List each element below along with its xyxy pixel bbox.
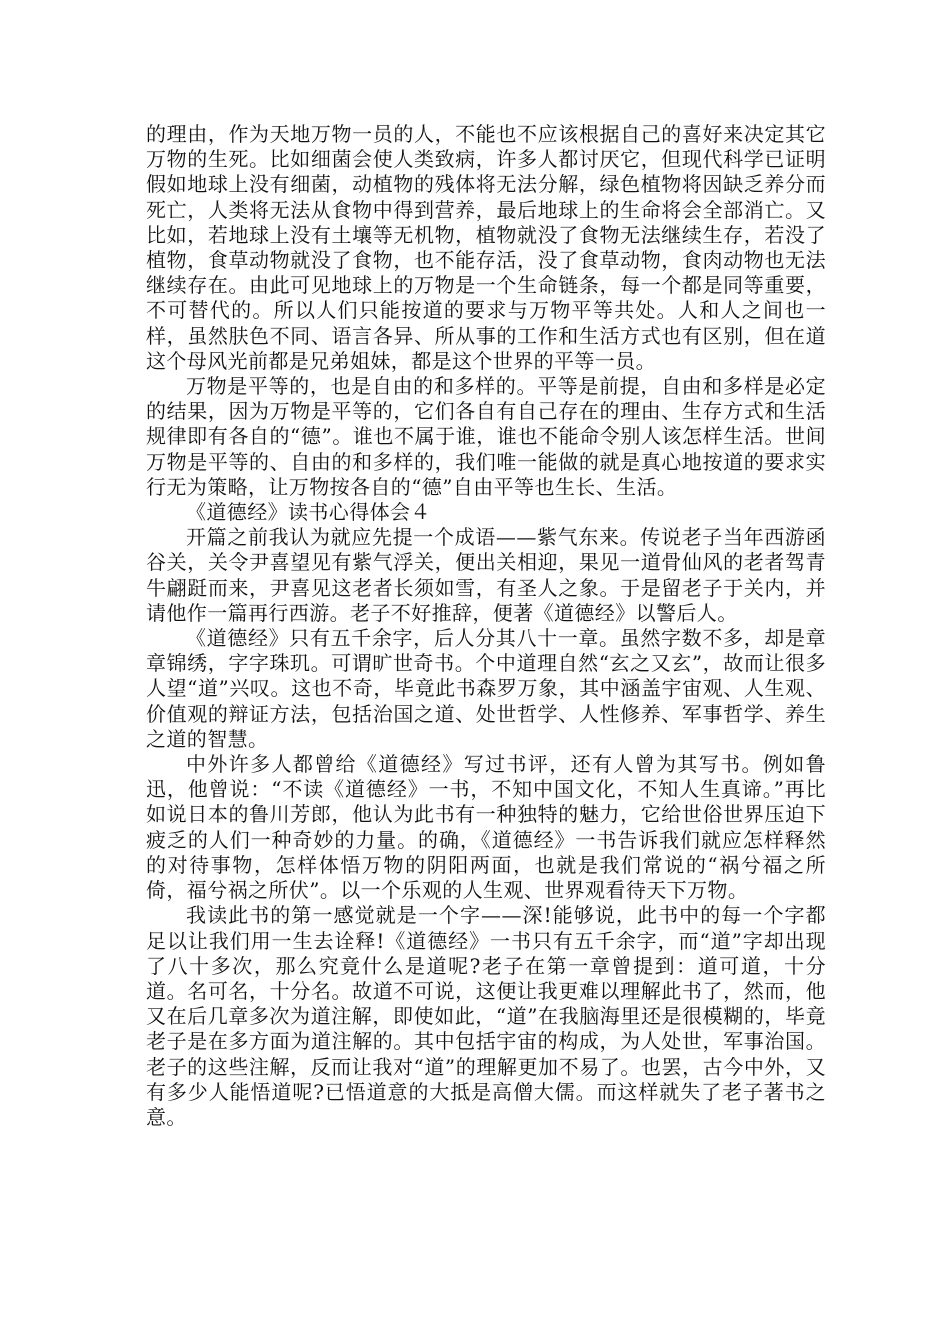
paragraph-5: 中外许多人都曾给《道德经》写过书评，还有人曾为其写书。例如鲁迅，他曾说：“不读《道德经》一书，不知中国文化，不知人生真谛。”再比如说日本的鲁川芳郎，他认为此书有一种独特的魅力，它给世俗世界压迫下疲乏的人们一种奇妙的力量。的确，《道德经》一书告诉我们就应怎样释然的对待事物，怎样体悟万物的阴阳两面，也就是我们常说的“祸兮福之所倚，福兮祸之所伏”。以一个乐观的人生观、世界观看待天下万物。 [146, 752, 826, 903]
document-page [146, 122, 826, 1130]
paragraph-6: 我读此书的第一感觉就是一个字——深!能够说，此书中的每一个字都足以让我们用一生去诠释!《道德经》一书只有五千余字，而“道”字却出现了八十多次，那么究竟什么是道呢?老子在第一章曾提到：道可道，十分道。名可名，十分名。故道不可说，这便让我更难以理解此书了，然而，他又在后几章多次为道注解，即使如此，“道”在我脑海里还是很模糊的，毕竟老子是在多方面为道注解的。其中包括宇宙的构成，为人处世，军事治国。老子的这些注解，反而让我对“道”的理解更加不易了。也罢，古今中外，又有多少人能悟道呢?已悟道意的大抵是高僧大儒。而这样就失了老子著书之意。 [146, 903, 826, 1129]
section-heading: 《道德经》读书心得体会４ [186, 500, 431, 525]
paragraph-2: 万物是平等的，也是自由的和多样的。平等是前提，自由和多样是必定的结果，因为万物是平等的，它们各自有自己存在的理由、生存方式和生活规律即有各自的“德”。谁也不属于谁，谁也不能命令别人该怎样生活。世间万物是平等的、自由的和多样的，我们唯一能做的就是真心地按道的要求实行无为策略，让万物按各自的“德”自由平等也生长、生活。 [146, 374, 826, 499]
paragraph-4: 《道德经》只有五千余字，后人分其八十一章。虽然字数不多，却是章章锦绣，字字珠玑。可谓旷世奇书。个中道理自然“玄之又玄”，故而让很多人望“道”兴叹。这也不奇，毕竟此书森罗万象，其中涵盖宇宙观、人生观、价值观的辩证方法，包括治国之道、处世哲学、人性修养、军事哲学、养生之道的智慧。 [146, 626, 826, 751]
paragraph-3: 开篇之前我认为就应先提一个成语——紫气东来。传说老子当年西游函谷关，关令尹喜望见有紫气浮关，便出关相迎，果见一道骨仙风的老者驾青牛翩跹而来，尹喜见这老者长须如雪，有圣人之象。于是留老子于关内，并请他作一篇再行西游。老子不好推辞，便著《道德经》以警后人。 [146, 525, 826, 625]
paragraph-1: 的理由，作为天地万物一员的人，不能也不应该根据自己的喜好来决定其它万物的生死。比如细菌会使人类致病，许多人都讨厌它，但现代科学已证明假如地球上没有细菌，动植物的残体将无法分解，绿色植物将因缺乏养分而死亡，人类将无法从食物中得到营养，最后地球上的生命将会全部消亡。又比如，若地球上没有土壤等无机物，植物就没了食物无法继续生存，若没了植物，食草动物就没了食物，也不能存活，没了食草动物，食肉动物也无法继续存在。由此可见地球上的万物是一个生命链条，每一个都是同等重要，不可替代的。所以人们只能按道的要求与万物平等共处。人和人之间也一样，虽然肤色不同、语言各异、所从事的工作和生活方式也有区别，但在道这个母风光前都是兄弟姐妹，都是这个世界的平等一员。 [146, 122, 826, 373]
